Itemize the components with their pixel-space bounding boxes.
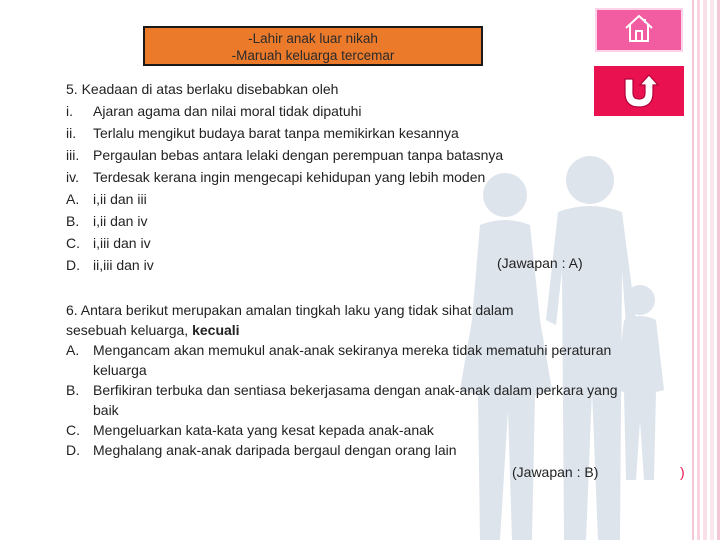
option-mark: B. — [66, 382, 80, 398]
option-text: i,iii dan iv — [93, 235, 151, 251]
note-line: -Lahir anak luar nikah — [248, 31, 378, 46]
statement-mark: iv. — [66, 169, 79, 185]
option-item — [66, 420, 626, 440]
option-text: Berfikiran terbuka dan sentiasa bekerjasama dengan anak-anak dalam perkara yang baik — [93, 382, 618, 418]
statement-text: Terdesak kerana ingin mengecapi kehidupan yang lebih moden — [93, 169, 486, 185]
decorative-stripes — [688, 0, 720, 540]
option-mark: A. — [66, 342, 80, 358]
statement-item — [66, 100, 626, 122]
note-box — [143, 26, 483, 66]
option-mark: D. — [66, 257, 80, 273]
option-mark: A. — [66, 191, 80, 207]
statement-text: Ajaran agama dan nilai moral tidak dipatuhi — [93, 103, 362, 119]
question-5 — [66, 78, 626, 276]
option-text: i,ii dan iii — [93, 191, 147, 207]
statement-text: Pergaulan bebas antara lelaki dengan perempuan tanpa batasnya — [93, 147, 504, 163]
edge-mark: ) — [680, 464, 685, 480]
stripe — [692, 0, 694, 540]
option-text: Mengancam akan memukul anak-anak sekiranya mereka tidak mematuhi peraturan keluarga — [93, 342, 612, 378]
statement-item — [66, 144, 626, 166]
option-mark: C. — [66, 422, 80, 438]
option-item — [66, 380, 626, 420]
emphasis-text: kecuali — [192, 322, 240, 338]
home-icon — [622, 11, 656, 50]
option-text: ii,iii dan iv — [93, 257, 154, 273]
question-stem: sesebuah keluarga, — [66, 322, 189, 338]
option-mark: C. — [66, 235, 80, 251]
note-line: -Maruah keluarga tercemar — [231, 48, 395, 63]
question-stem: 6. Antara berikut merupakan amalan tingkah laku yang tidak sihat dalam — [66, 302, 514, 318]
option-mark: B. — [66, 213, 80, 229]
stripe — [703, 0, 707, 540]
option-item — [66, 210, 626, 232]
statement-mark: iii. — [66, 147, 80, 163]
answer-label: (Jawapan : A) — [497, 255, 583, 271]
option-item — [66, 188, 626, 210]
option-item — [66, 232, 626, 254]
option-text: Meghalang anak-anak daripada bergaul dengan orang lain — [93, 442, 457, 458]
question-6 — [66, 300, 626, 460]
answer-label: (Jawapan : B) — [512, 464, 599, 480]
option-text: i,ii dan iv — [93, 213, 148, 229]
option-item — [66, 340, 626, 380]
statement-mark: i. — [66, 103, 73, 119]
home-button[interactable] — [595, 8, 683, 52]
option-item — [66, 440, 626, 460]
stripe — [697, 0, 700, 540]
option-mark: D. — [66, 442, 80, 458]
statement-mark: ii. — [66, 125, 77, 141]
statement-text: Terlalu mengikut budaya barat tanpa memikirkan kesannya — [93, 125, 459, 141]
option-text: Mengeluarkan kata-kata yang kesat kepada anak-anak — [93, 422, 434, 438]
statement-item — [66, 122, 626, 144]
question-stem: 5. Keadaan di atas berlaku disebabkan oleh — [66, 81, 339, 97]
statement-item — [66, 166, 626, 188]
stripe — [710, 0, 714, 540]
question-stem-line — [66, 320, 626, 340]
